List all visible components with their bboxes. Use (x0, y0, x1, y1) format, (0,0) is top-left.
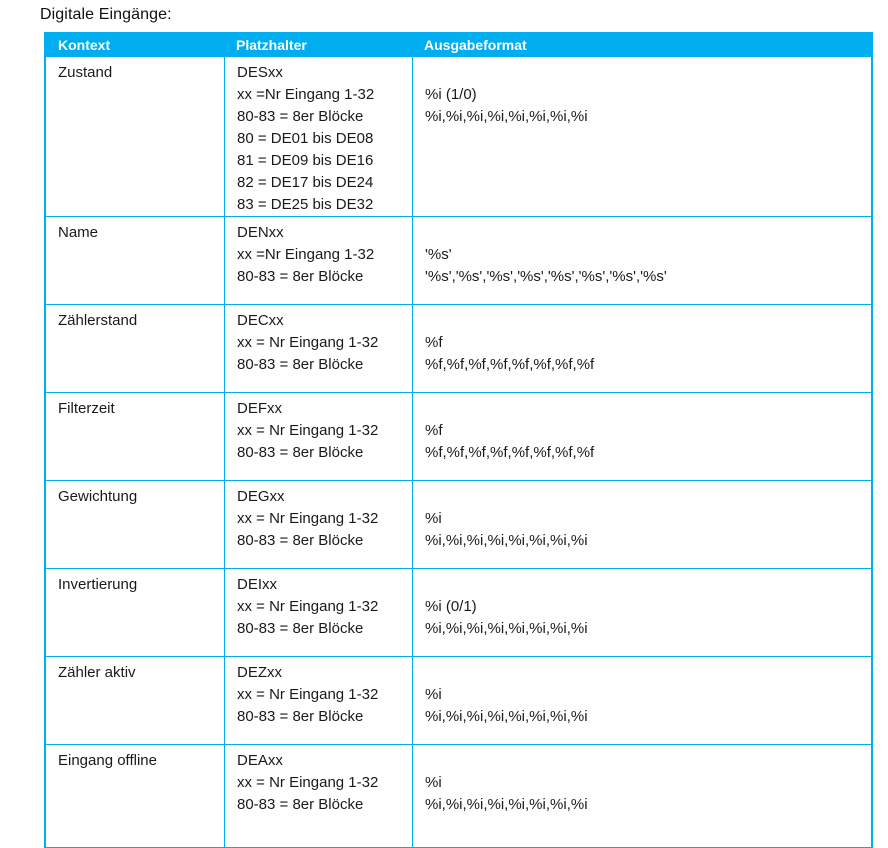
cell-ausgabeformat: %i %i,%i,%i,%i,%i,%i,%i,%i (412, 481, 871, 568)
page-title: Digitale Eingänge: (40, 6, 172, 23)
cell-platzhalter: DECxx xx = Nr Eingang 1-32 80-83 = 8er Blöcke (224, 305, 412, 392)
cell-platzhalter: DESxx xx =Nr Eingang 1-32 80-83 = 8er Blöcke 80 = DE01 bis DE08 81 = DE09 bis DE16 82 = DE17 bis DE24 83 = DE25 bis DE32 (224, 57, 412, 216)
cell-kontext: Zählerstand (58, 312, 138, 329)
table-row (46, 57, 871, 216)
cell-platzhalter: DEGxx xx = Nr Eingang 1-32 80-83 = 8er Blöcke (224, 481, 412, 568)
column-header-ausgabeformat: Ausgabeformat (424, 37, 527, 53)
cell-platzhalter: DEAxx xx = Nr Eingang 1-32 80-83 = 8er Blöcke (224, 745, 412, 847)
cell-ausgabeformat: %i %i,%i,%i,%i,%i,%i,%i,%i (412, 745, 871, 847)
table-header-row (46, 34, 871, 57)
cell-ausgabeformat: %i (1/0) %i,%i,%i,%i,%i,%i,%i,%i (412, 57, 871, 216)
table-row (46, 392, 871, 480)
cell-ausgabeformat: %i (0/1) %i,%i,%i,%i,%i,%i,%i,%i (412, 569, 871, 656)
cell-platzhalter: DEIxx xx = Nr Eingang 1-32 80-83 = 8er Blöcke (224, 569, 412, 656)
cell-kontext: Zustand (58, 64, 113, 81)
cell-kontext: Invertierung (58, 576, 138, 593)
cell-kontext: Name (58, 224, 99, 241)
table-row (46, 216, 871, 304)
cell-kontext: Zähler aktiv (58, 664, 136, 681)
digital-inputs-table (44, 32, 873, 848)
table-row (46, 480, 871, 568)
table-row (46, 656, 871, 744)
cell-ausgabeformat: %f %f,%f,%f,%f,%f,%f,%f,%f (412, 305, 871, 392)
cell-platzhalter: DEZxx xx = Nr Eingang 1-32 80-83 = 8er Blöcke (224, 657, 412, 744)
table-row (46, 744, 871, 847)
cell-platzhalter: DEFxx xx = Nr Eingang 1-32 80-83 = 8er Blöcke (224, 393, 412, 480)
cell-ausgabeformat: %f %f,%f,%f,%f,%f,%f,%f,%f (412, 393, 871, 480)
cell-kontext: Gewichtung (58, 488, 138, 505)
cell-platzhalter: DENxx xx =Nr Eingang 1-32 80-83 = 8er Blöcke (224, 217, 412, 304)
cell-kontext: Filterzeit (58, 400, 115, 417)
cell-ausgabeformat: %i %i,%i,%i,%i,%i,%i,%i,%i (412, 657, 871, 744)
cell-kontext: Eingang offline (58, 752, 157, 769)
table-row (46, 568, 871, 656)
table-row (46, 304, 871, 392)
column-header-kontext: Kontext (58, 37, 111, 53)
cell-ausgabeformat: '%s' '%s','%s','%s','%s','%s','%s','%s','%s' (412, 217, 871, 304)
column-header-platzhalter: Platzhalter (236, 37, 307, 53)
